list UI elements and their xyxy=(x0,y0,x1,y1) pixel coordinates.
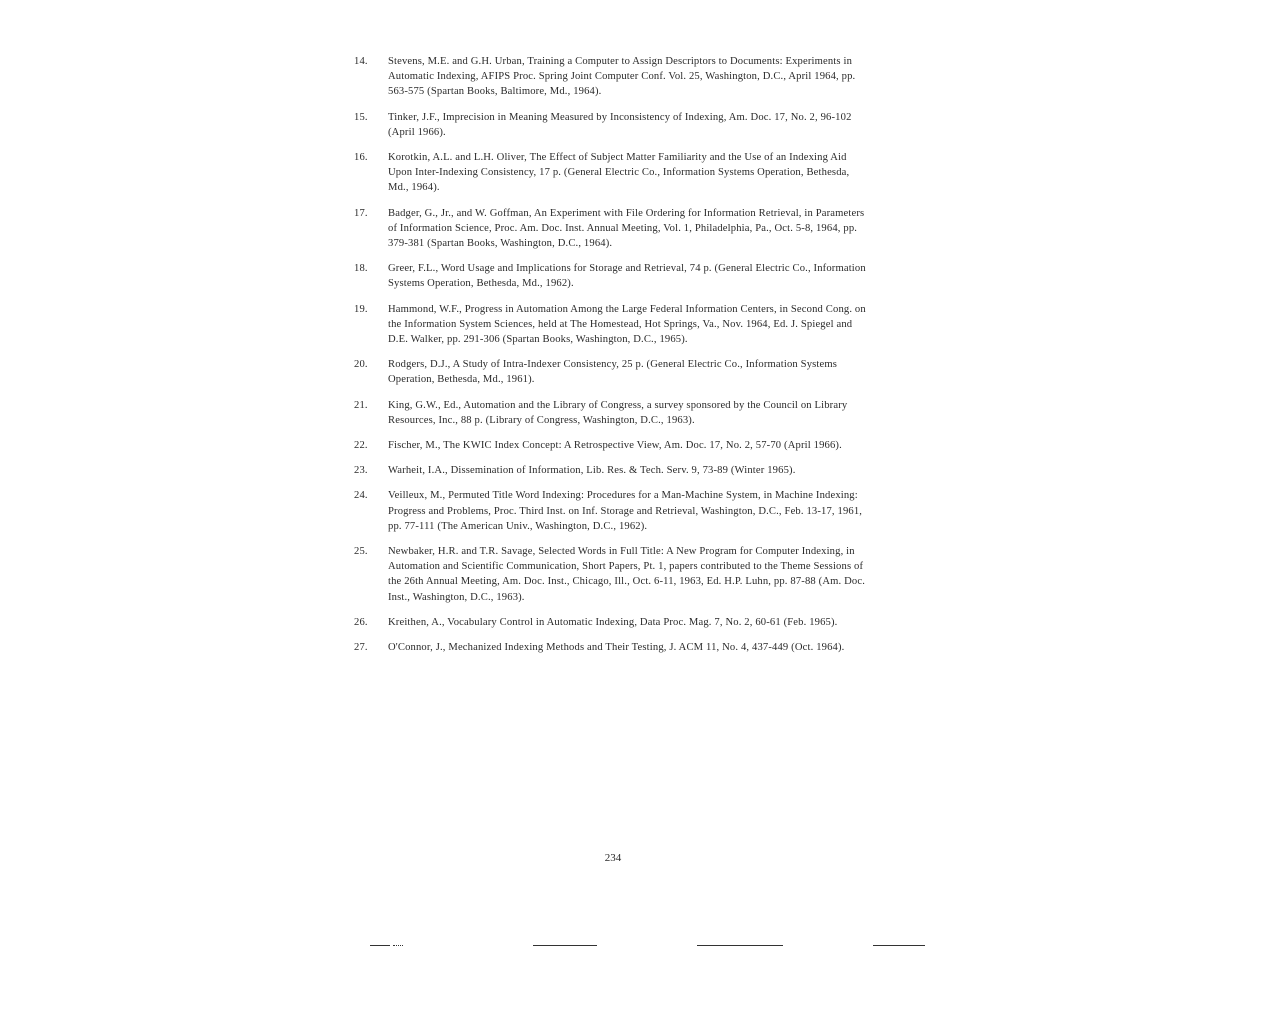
reference-number: 25. xyxy=(354,546,368,558)
reference-text: Stevens, M.E. and G.H. Urban, Training a Computer to Assign Descriptors to Documents: Experiments in Automatic Indexing, AFIPS Proc. Spring Joint Computer Conf. Vol. 25, Washington, D.C., April 1964, pp. 563-575 (Spartan Books, Baltimore, Md., 1964). xyxy=(388,56,856,98)
reference-list xyxy=(352,54,872,665)
reference-item xyxy=(352,206,872,252)
reference-text: O'Connor, J., Mechanized Indexing Methods and Their Testing, J. ACM 11, No. 4, 437-449 (Oct. 1964). xyxy=(388,642,845,654)
scan-mark-line xyxy=(370,945,390,946)
reference-text: Badger, G., Jr., and W. Goffman, An Experiment with File Ordering for Information Retrieval, in Parameters of Information Science, Proc. Am. Doc. Inst. Annual Meeting, Vol. 1, Philadelphia, Pa., Oct. 5-8, 1964, pp. 379-381 (Spartan Books, Washington, D.C., 1964). xyxy=(388,207,865,250)
reference-number: 27. xyxy=(354,642,368,654)
reference-text: Warheit, I.A., Dissemination of Information, Lib. Res. & Tech. Serv. 9, 73-89 (Winter 1965). xyxy=(388,465,796,477)
reference-item xyxy=(352,357,872,387)
reference-item xyxy=(352,640,872,655)
reference-number: 18. xyxy=(354,263,368,275)
scan-mark-line xyxy=(873,945,925,946)
reference-number: 22. xyxy=(354,440,368,452)
page-number: 234 xyxy=(604,852,622,864)
scan-mark-line xyxy=(697,945,783,946)
reference-text: King, G.W., Ed., Automation and the Library of Congress, a survey sponsored by the Council on Library Resources, Inc., 88 p. (Library of Congress, Washington, D.C., 1963). xyxy=(388,399,848,426)
reference-text: Korotkin, A.L. and L.H. Oliver, The Effect of Subject Matter Familiarity and the Use of an Indexing Aid Upon Inter-Indexing Consistency, 17 p. (General Electric Co., Information Systems Operation, Bethesda, Md., 1964). xyxy=(388,152,850,194)
reference-item xyxy=(352,398,872,428)
reference-number: 26. xyxy=(354,616,368,628)
reference-item xyxy=(352,438,872,453)
reference-item xyxy=(352,544,872,605)
reference-number: 23. xyxy=(354,465,368,477)
reference-text: Greer, F.L., Word Usage and Implications for Storage and Retrieval, 74 p. (General Electric Co., Information Systems Operation, Bethesda, Md., 1962). xyxy=(388,263,866,290)
reference-item xyxy=(352,463,872,478)
reference-item xyxy=(352,615,872,630)
reference-number: 24. xyxy=(354,490,368,502)
reference-text: Fischer, M., The KWIC Index Concept: A Retrospective View, Am. Doc. 17, No. 2, 57-70 (April 1966). xyxy=(388,440,842,452)
reference-text: Veilleux, M., Permuted Title Word Indexing: Procedures for a Man-Machine System, in Machine Indexing: Progress and Problems, Proc. Third Inst. on Inf. Storage and Retrieval, Washington, D.C., Feb. 13-17, 1961, pp. 77-111 (The American Univ., Washington, D.C., 1962). xyxy=(388,490,863,532)
reference-item xyxy=(352,488,872,534)
reference-text: Tinker, J.F., Imprecision in Meaning Measured by Inconsistency of Indexing, Am. Doc. 17, No. 2, 96-102 (April 1966). xyxy=(388,111,852,138)
reference-item xyxy=(352,110,872,140)
reference-text: Newbaker, H.R. and T.R. Savage, Selected Words in Full Title: A New Program for Computer Indexing, in Automation and Scientific Communication, Short Papers, Pt. 1, papers contributed to the Theme Sessions of the 26th Annual Meeting, Am. Doc. Inst., Chicago, Ill., Oct. 6-11, 1963, Ed. H.P. Luhn, pp. 87-88 (Am. Doc. Inst., Washington, D.C., 1963). xyxy=(388,546,866,603)
reference-number: 21. xyxy=(354,399,368,411)
reference-item xyxy=(352,261,872,291)
reference-number: 20. xyxy=(354,359,368,371)
reference-text: Kreithen, A., Vocabulary Control in Automatic Indexing, Data Proc. Mag. 7, No. 2, 60-61 (Feb. 1965). xyxy=(388,616,838,628)
reference-item xyxy=(352,150,872,196)
reference-number: 19. xyxy=(354,303,368,315)
reference-number: 14. xyxy=(354,56,368,67)
reference-text: Hammond, W.F., Progress in Automation Among the Large Federal Information Centers, in Second Cong. on the Information System Sciences, held at The Homestead, Hot Springs, Va., Nov. 1964, Ed. J. Spiegel and D.E. Walker, pp. 291-306 (Spartan Books, Washington, D.C., 1965). xyxy=(388,303,866,346)
reference-item xyxy=(352,302,872,348)
scan-mark-line xyxy=(533,945,597,946)
reference-item xyxy=(352,54,872,100)
reference-number: 17. xyxy=(354,207,368,219)
reference-number: 16. xyxy=(354,152,368,164)
reference-text: Rodgers, D.J., A Study of Intra-Indexer Consistency, 25 p. (General Electric Co., Information Systems Operation, Bethesda, Md., 1961). xyxy=(388,359,838,386)
scan-mark-line xyxy=(393,945,403,946)
reference-number: 15. xyxy=(354,111,368,123)
